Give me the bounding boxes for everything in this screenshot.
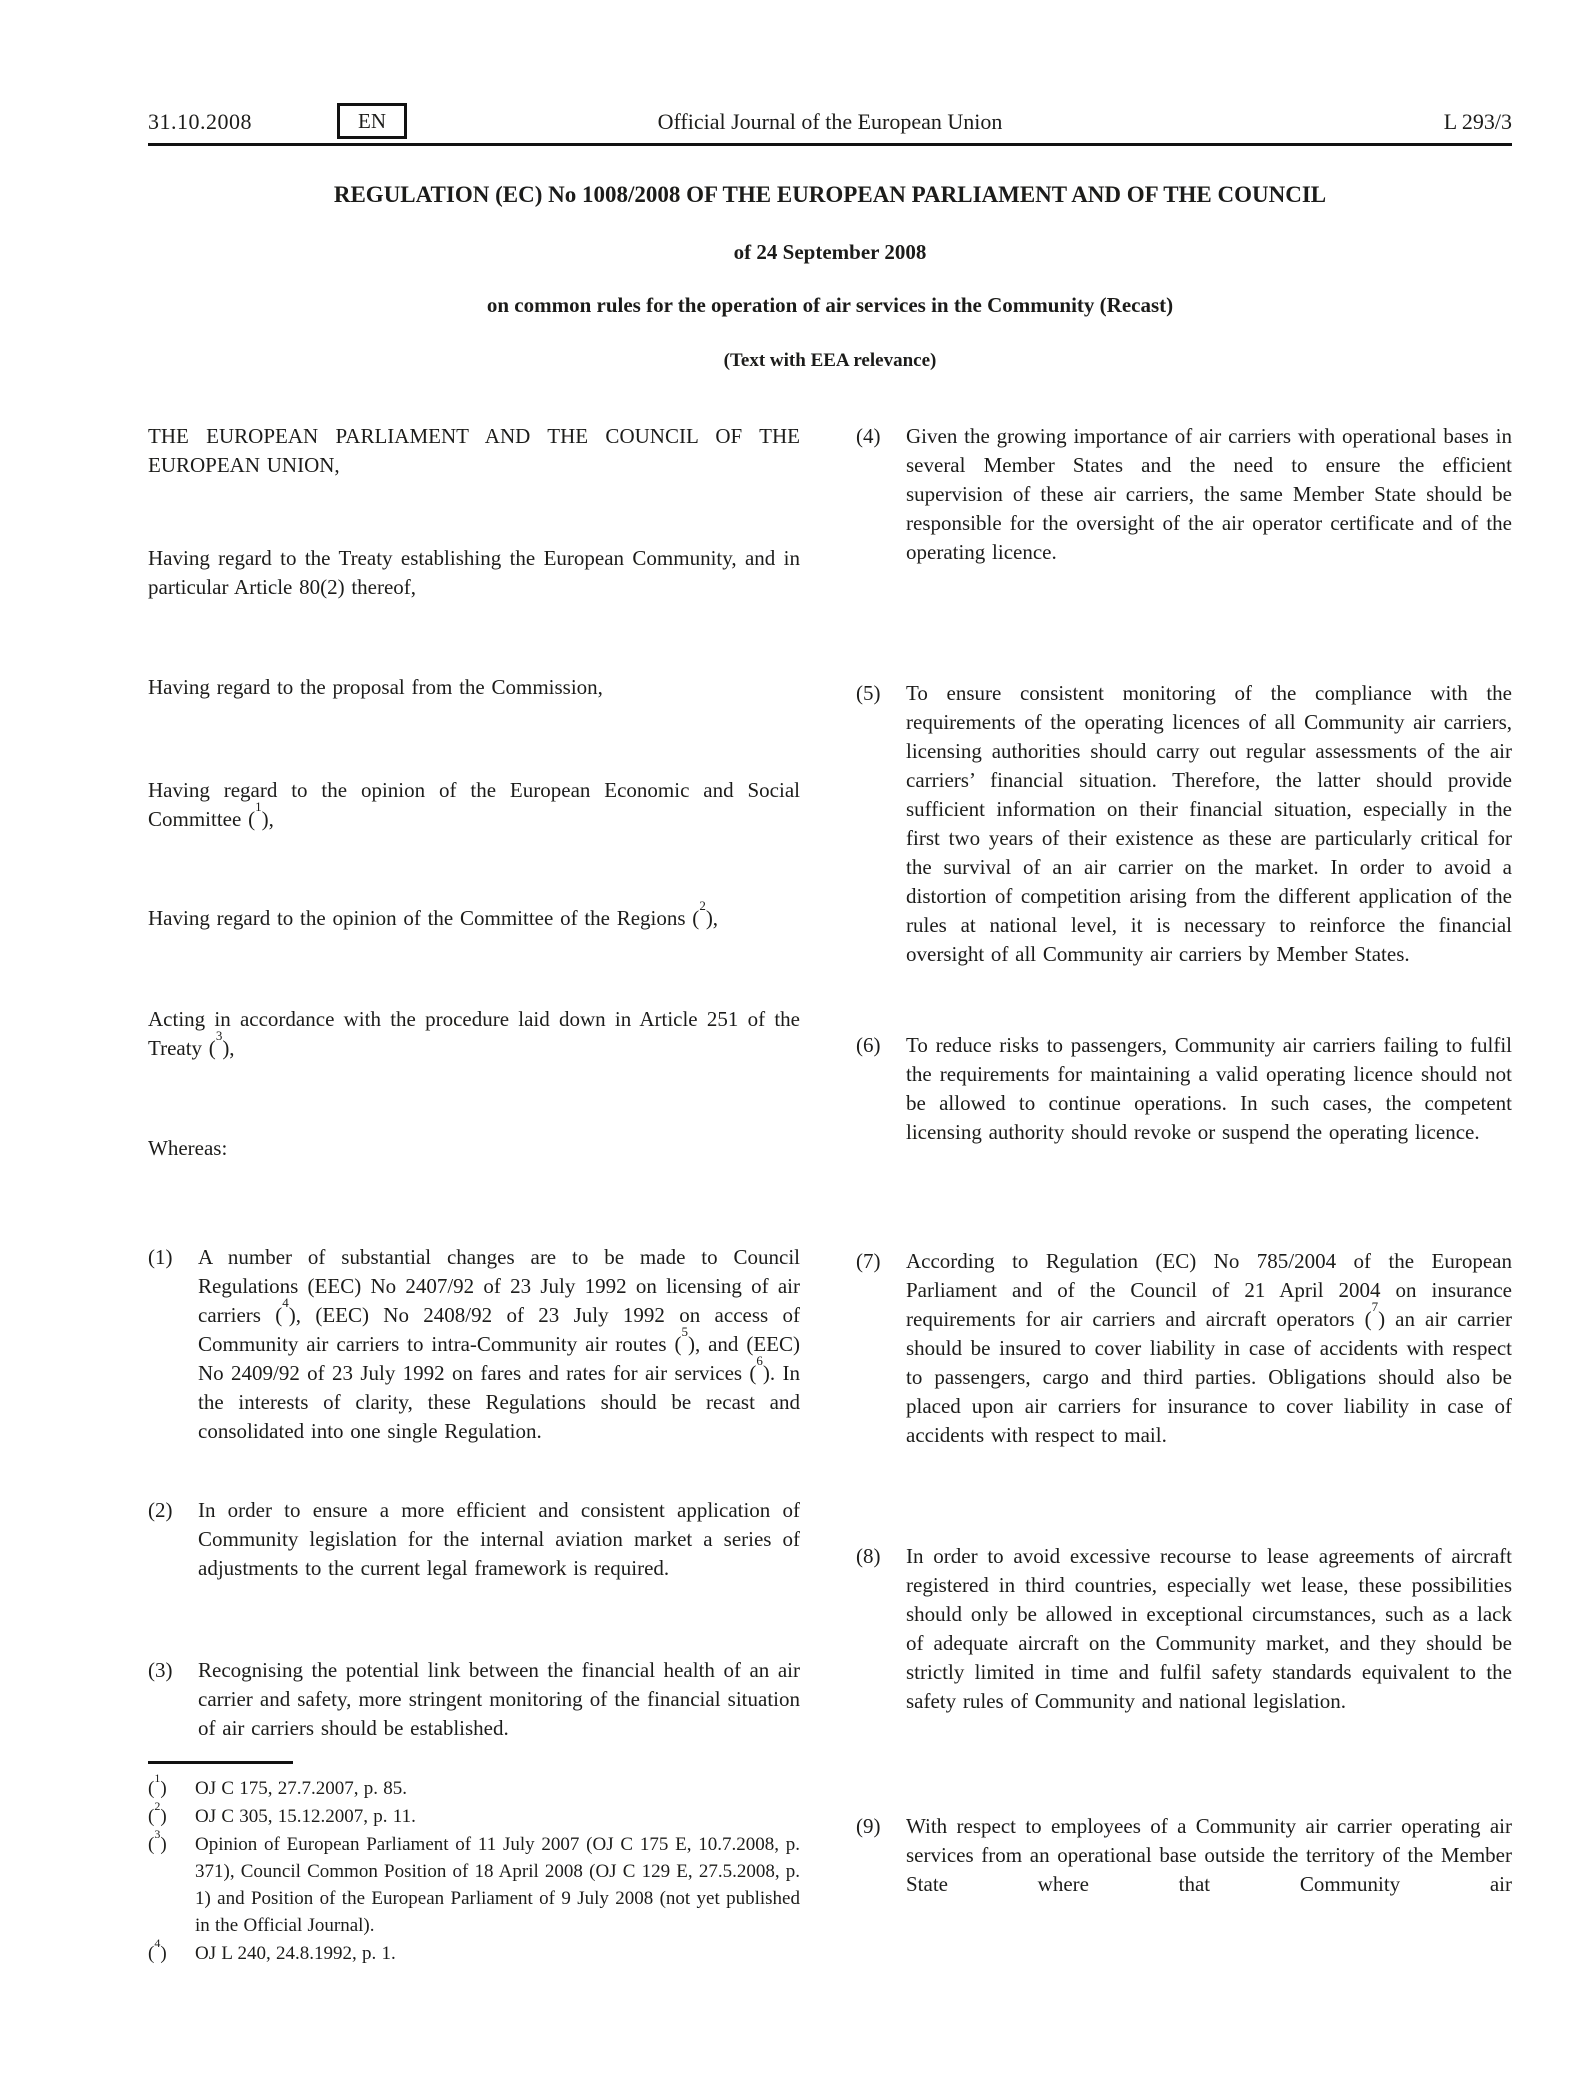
recital-7 xyxy=(856,1247,1512,1450)
recital-number: (9) xyxy=(856,1814,881,1838)
recital-number: (3) xyxy=(148,1658,173,1682)
footnote-marker xyxy=(148,1770,195,1802)
text-segment: ( xyxy=(148,1834,155,1855)
page-number: L 293/3 xyxy=(1443,109,1512,134)
recital-1 xyxy=(148,1243,800,1446)
footnote-ref-7: 7 xyxy=(1371,1299,1379,1314)
recital-8 xyxy=(856,1542,1512,1716)
recital-6 xyxy=(856,1031,1512,1147)
text-segment: Acting in accordance with the procedure laid down in Article 251 of the Treaty ( xyxy=(148,1007,800,1060)
header-date: 31.10.2008 xyxy=(148,109,252,134)
recital-9 xyxy=(856,1812,1512,1899)
recital-text: Given the growing importance of air carriers with operational bases in several Member States and the need to ensure the efficient supervision of these air carriers, the same Member State should be responsible for the oversight of the air operator certificate and of the operating licence. xyxy=(906,424,1512,564)
footnote-2 xyxy=(148,1798,800,1830)
text-segment: ) xyxy=(160,1806,167,1827)
text-segment: ), (EEC) No 2408/92 of 23 July 1992 on access of Community air carriers to intra-Community air routes ( xyxy=(198,1303,800,1356)
journal-title: Official Journal of the European Union xyxy=(657,109,1003,134)
footnote-number: 3 xyxy=(154,1826,161,1841)
footnote-text: OJ C 305, 15.12.2007, p. 11. xyxy=(195,1806,416,1827)
page-header xyxy=(148,88,1512,146)
footnote-number: 4 xyxy=(154,1935,161,1950)
text-segment: ), xyxy=(261,807,274,831)
having-regard-eesc xyxy=(148,776,800,834)
text-segment: ), and (EEC) No 2409/92 of 23 July 1992 on fares and rates for air services ( xyxy=(198,1332,800,1385)
recital-text xyxy=(198,1243,800,1446)
text-segment: ) xyxy=(160,1834,167,1855)
recital-text: In order to avoid excessive recourse to lease agreements of aircraft registered in third countries, especially wet lease, these possibilities should only be allowed in exceptional circumstances, such as a lack of adequate aircraft on the Community market, and they should be strictly limited in time and fulfil safety standards equivalent to the safety rules of Community and national legislation. xyxy=(906,1544,1512,1713)
recital-2 xyxy=(148,1496,800,1583)
recital-text: Recognising the potential link between the financial health of an air carrier and safety, more stringent monitoring of the financial situation of air carriers should be established. xyxy=(198,1658,800,1740)
text-segment: ( xyxy=(148,1806,155,1827)
having-regard-proposal: Having regard to the proposal from the Commission, xyxy=(148,675,603,699)
whereas-heading: Whereas: xyxy=(148,1136,228,1160)
recital-number: (1) xyxy=(148,1245,173,1269)
footnote-separator xyxy=(148,1761,293,1764)
footnote-1 xyxy=(148,1770,800,1802)
footnote-marker xyxy=(148,1935,195,1967)
footnote-marker xyxy=(148,1798,195,1830)
preamble-opening: THE EUROPEAN PARLIAMENT AND THE COUNCIL OF THE EUROPEAN UNION, xyxy=(148,424,800,477)
recital-3 xyxy=(148,1656,800,1743)
eea-relevance-note: (Text with EEA relevance) xyxy=(723,350,937,371)
title-block xyxy=(148,180,1512,376)
text-segment: ), xyxy=(705,906,719,930)
regulation-date: of 24 September 2008 xyxy=(733,240,927,264)
text-segment: ) an air carrier should be insured to cover liability in case of accidents with respect to passengers, cargo and third parties. Obligations should also be placed upon air carriers for insurance to cover liability in case of accidents with respect to mail. xyxy=(906,1307,1512,1447)
right-column xyxy=(856,422,1512,1968)
text-segment: Having regard to the opinion of the Committee of the Regions ( xyxy=(148,906,700,930)
recital-text: With respect to employees of a Community air carrier operating air services from an operational base outside the territory of the Member State where that Community air xyxy=(906,1814,1512,1896)
left-column xyxy=(148,422,800,1968)
footnote-ref-1: 1 xyxy=(255,799,262,814)
recital-text: In order to ensure a more efficient and consistent application of Community legislation for the internal aviation market a series of adjustments to the current legal framework is required. xyxy=(198,1498,800,1580)
text-segment: ). In the interests of clarity, these Regulations should be recast and consolidated into one single Regulation. xyxy=(198,1361,800,1443)
recital-number: (6) xyxy=(856,1033,881,1057)
text-segment: ), xyxy=(222,1036,235,1060)
text-segment: Having regard to the opinion of the European Economic and Social Committee ( xyxy=(148,778,800,831)
footnote-ref-4: 4 xyxy=(282,1295,289,1310)
recital-text xyxy=(906,1247,1512,1450)
footnote-ref-2: 2 xyxy=(699,898,706,913)
text-segment: A number of substantial changes are to be made to Council Regulations (EEC) No 2407/92 of 23 July 1992 on licensing of air carriers ( xyxy=(198,1245,800,1327)
footnote-ref-5: 5 xyxy=(681,1324,688,1339)
recital-5 xyxy=(856,679,1512,969)
recital-number: (5) xyxy=(856,681,881,705)
body-columns xyxy=(148,422,1512,1968)
having-regard-committee-regions xyxy=(148,898,800,933)
footnote-marker xyxy=(148,1826,195,1939)
footnote-3 xyxy=(148,1826,800,1939)
footnote-text: OJ L 240, 24.8.1992, p. 1. xyxy=(195,1943,396,1964)
recital-number: (2) xyxy=(148,1498,173,1522)
footnote-number: 1 xyxy=(154,1770,161,1785)
text-segment: ( xyxy=(148,1778,155,1799)
footnote-ref-3: 3 xyxy=(215,1028,223,1043)
footnote-text: OJ C 175, 27.7.2007, p. 85. xyxy=(195,1778,408,1799)
text-segment: ( xyxy=(148,1943,155,1964)
footnote-4 xyxy=(148,1935,800,1967)
text-segment: According to Regulation (EC) No 785/2004 of the European Parliament and of the Council of 21 April 2004 on insurance requirements for air carriers and aircraft operators ( xyxy=(906,1249,1512,1331)
having-regard-treaty: Having regard to the Treaty establishing the European Community, and in particular Article 80(2) thereof, xyxy=(148,546,800,599)
footnotes-section xyxy=(148,1770,800,1967)
footnote-text: Opinion of European Parliament of 11 July 2007 (OJ C 175 E, 10.7.2008, p. 371), Council Common Position of 18 April 2008 (OJ C 129 E, 27.5.2008, p. 1) and Position of the European Parliament of 9 July 2008 (not yet published in the Official Journal). xyxy=(195,1834,800,1936)
footnote-number: 2 xyxy=(154,1798,161,1813)
regulation-title: REGULATION (EC) No 1008/2008 OF THE EUROPEAN PARLIAMENT AND OF THE COUNCIL xyxy=(333,182,1327,207)
recital-4 xyxy=(856,422,1512,567)
text-segment: ) xyxy=(160,1943,167,1964)
acting-in-accordance xyxy=(148,1005,800,1063)
recital-number: (7) xyxy=(856,1249,881,1273)
regulation-subject: on common rules for the operation of air services in the Community (Recast) xyxy=(486,293,1174,317)
language-code: EN xyxy=(358,108,386,133)
recital-number: (4) xyxy=(856,424,881,448)
recital-text: To ensure consistent monitoring of the compliance with the requirements of the operating licences of all Community air carriers, licensing authorities should carry out regular assessments of the air carriers’ financial situation. Therefore, the latter should provide sufficient information on their financial situation, especially in the first two years of their existence as these are particularly critical for the survival of an air carrier on the market. In order to avoid a distortion of competition arising from the different application of the rules at national level, it is necessary to reinforce the financial oversight of all Community air carriers by Member States. xyxy=(906,681,1512,966)
text-segment: ) xyxy=(160,1778,167,1799)
recital-text: To reduce risks to passengers, Community air carriers failing to fulfil the requirements for maintaining a valid operating licence should not be allowed to continue operations. In such cases, the competent licensing authority should revoke or suspend the operating licence. xyxy=(906,1033,1512,1144)
recital-number: (8) xyxy=(856,1544,881,1568)
footnote-ref-6: 6 xyxy=(756,1353,763,1368)
